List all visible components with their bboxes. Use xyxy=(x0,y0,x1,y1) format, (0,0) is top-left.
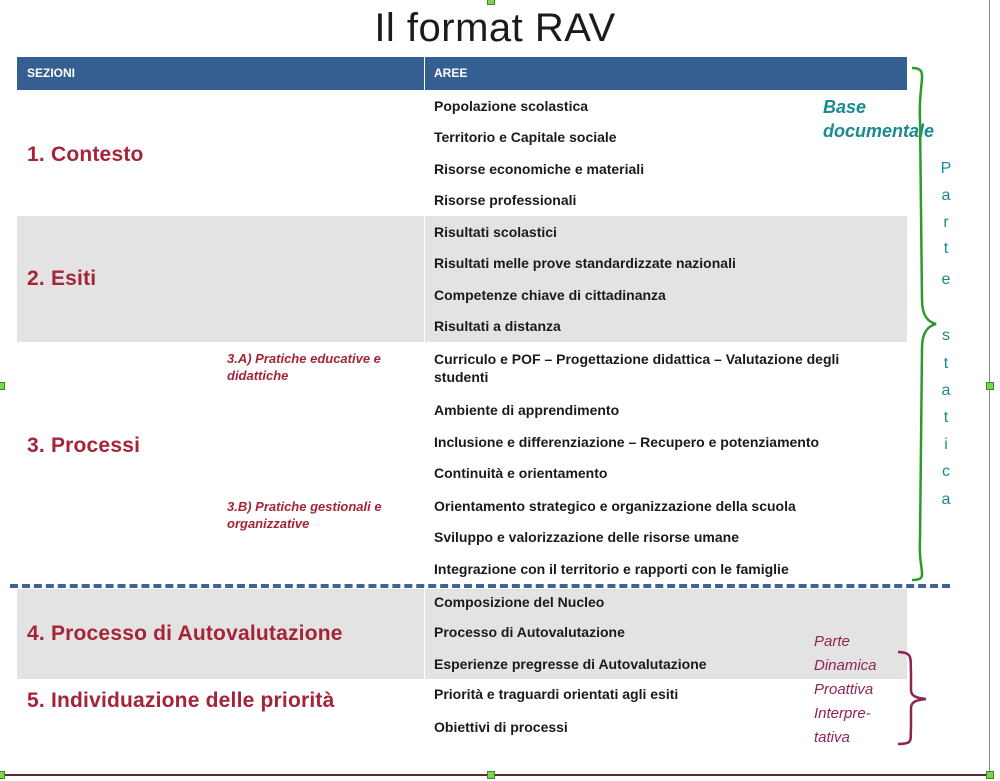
base-documentale-label xyxy=(823,95,934,143)
section-processi: 3. Processi xyxy=(27,434,141,457)
area-item: Competenze chiave di cittadinanza xyxy=(434,287,666,303)
parte-statica-letter: t xyxy=(943,355,949,372)
section-esiti: 2. Esiti xyxy=(27,267,97,290)
area-item: Integrazione con il territorio e rapporti con le famiglie xyxy=(434,561,789,577)
parte-statica-letter: P xyxy=(940,160,952,177)
selection-handle-right[interactable] xyxy=(986,382,994,390)
header-separator xyxy=(424,57,425,90)
parte-statica-brace xyxy=(912,68,936,580)
selection-handle-top[interactable] xyxy=(487,0,495,5)
area-item: Orientamento strategico e organizzazione della scuola xyxy=(434,498,796,514)
area-item: Risultati melle prove standardizzate nazionali xyxy=(434,255,736,271)
base-documentale-line: documentale xyxy=(823,121,935,141)
slide-frame-bottom xyxy=(0,774,990,776)
parte-dinamica-line: Interpre- xyxy=(814,705,871,722)
area-item: Curriculo e POF – Progettazione didattica – Valutazione degli studenti xyxy=(434,351,840,385)
esiti-band-separator xyxy=(424,216,425,342)
area-item: Composizione del Nucleo xyxy=(434,594,605,610)
parte-statica-letter: t xyxy=(943,409,949,426)
area-item: Processo di Autovalutazione xyxy=(434,624,625,640)
area-item: Priorità e traguardi orientati agli esiti xyxy=(434,686,679,702)
autovalutazione-band-separator xyxy=(424,589,425,679)
parte-dinamica-line: Parte xyxy=(814,633,850,650)
section-contesto: 1. Contesto xyxy=(27,143,144,166)
parte-dinamica-line: Dinamica xyxy=(814,657,877,674)
header-aree: AREE xyxy=(434,66,468,80)
parte-statica-letter: a xyxy=(941,187,951,204)
area-item: Inclusione e differenziazione – Recupero e potenziamento xyxy=(434,434,820,450)
static-dynamic-divider xyxy=(10,584,950,588)
base-documentale-line: Base xyxy=(823,97,867,117)
area-item: Risultati a distanza xyxy=(434,318,561,334)
subsection-pratiche-gestionali: 3.B) Pratiche gestionali e organizzative xyxy=(227,499,382,531)
section-processo-autovalutazione: 4. Processo di Autovalutazione xyxy=(27,622,343,645)
area-item: Sviluppo e valorizzazione delle risorse umane xyxy=(434,529,739,545)
parte-dinamica-line: Proattiva xyxy=(814,681,874,698)
area-item: Obiettivi di processi xyxy=(434,719,568,735)
area-item: Esperienze pregresse di Autovalutazione xyxy=(434,656,707,672)
selection-handle-bottom-right[interactable] xyxy=(986,771,994,779)
area-item: Popolazione scolastica xyxy=(434,98,589,114)
subsection-pratiche-educative: 3.A) Pratiche educative e didattiche xyxy=(227,351,381,383)
parte-dinamica-label xyxy=(814,630,877,750)
slide-title: Il format RAV xyxy=(374,6,616,50)
parte-statica-letter: t xyxy=(943,240,949,257)
selection-handle-bottom-left[interactable] xyxy=(0,771,5,779)
parte-statica-letter: a xyxy=(941,491,951,508)
parte-statica-letter: c xyxy=(942,463,950,480)
parte-statica-letter: a xyxy=(941,382,951,399)
area-item: Continuità e orientamento xyxy=(434,465,608,481)
parte-statica-letter: e xyxy=(941,271,951,288)
area-item: Risorse economiche e materiali xyxy=(434,161,645,177)
parte-statica-letter: s xyxy=(942,327,950,344)
area-item: Risorse professionali xyxy=(434,192,577,208)
area-item: Risultati scolastici xyxy=(434,224,557,240)
parte-dinamica-line: tativa xyxy=(814,729,850,746)
area-item: Territorio e Capitale sociale xyxy=(434,129,617,145)
selection-handle-left[interactable] xyxy=(0,382,5,390)
selection-handle-bottom[interactable] xyxy=(487,771,495,779)
header-sezioni: SEZIONI xyxy=(27,66,76,80)
section-individuazione-priorita: 5. Individuazione delle priorità xyxy=(27,689,335,712)
parte-statica-letter: i xyxy=(944,436,948,453)
area-item: Ambiente di apprendimento xyxy=(434,402,620,418)
parte-statica-letter: r xyxy=(943,214,949,231)
